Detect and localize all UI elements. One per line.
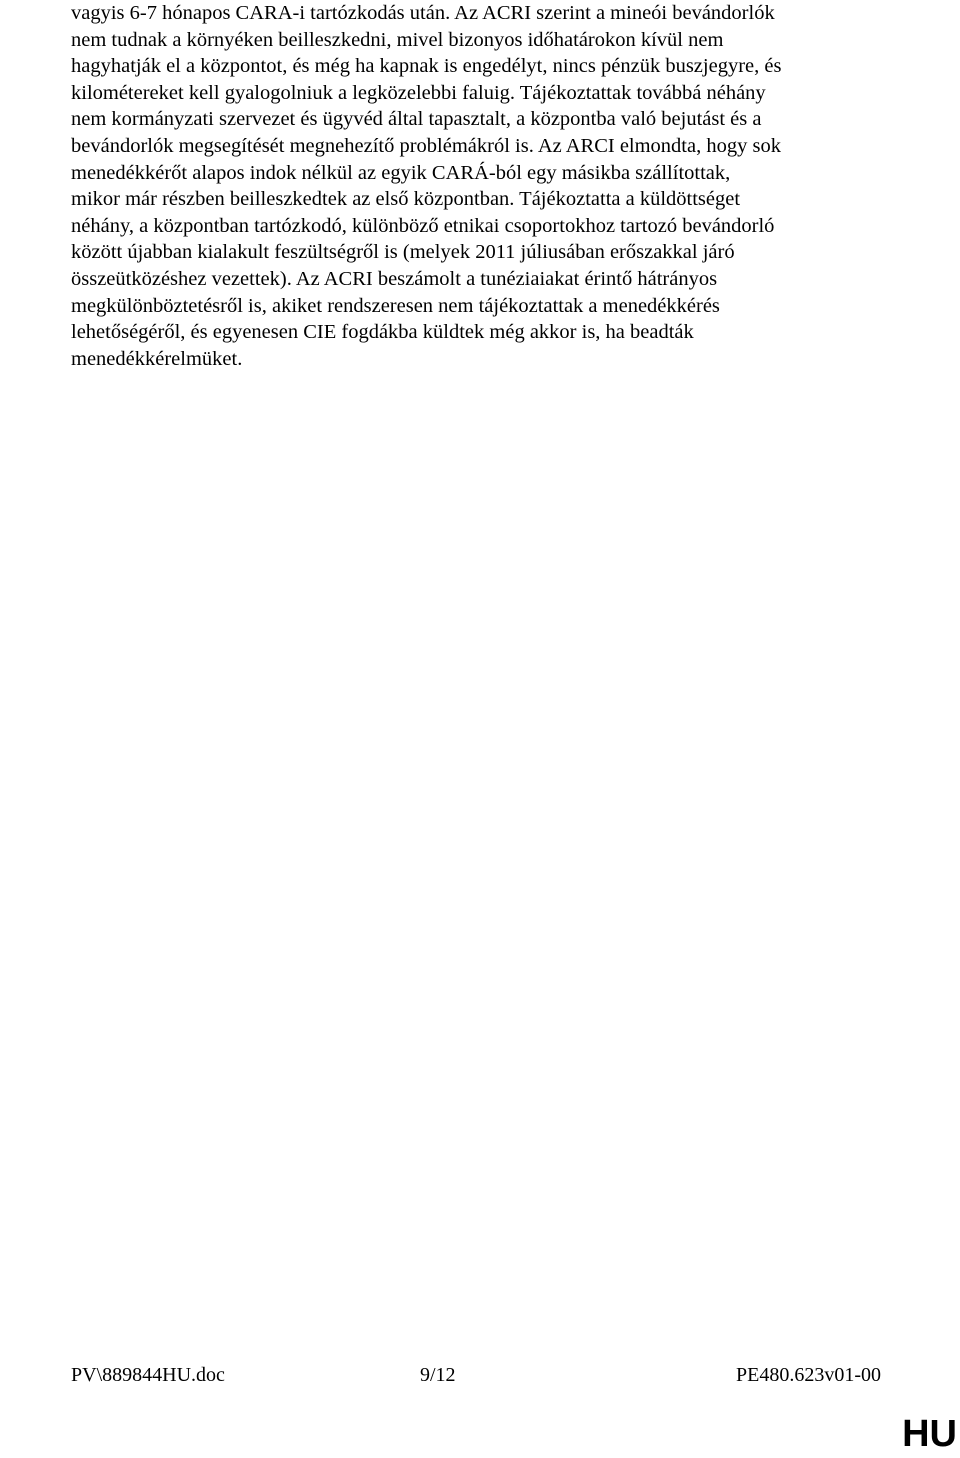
text-line: összeütközéshez vezettek). Az ACRI beszámolt a tunéziaiakat érintő hátrányos [71,267,718,290]
body-paragraph [71,0,886,372]
text-line: nem kormányzati szervezet és ügyvéd által tapasztalt, a központba való bejutást és a [71,108,762,131]
text-line: vagyis 6-7 hónapos CARA-i tartózkodás után. Az ACRI szerint a mineói bevándorlók [71,2,775,24]
text-line: között újabban kialakult feszültségről is (melyek 2011 júliusában erőszakkal járó [71,241,735,264]
footer-page-number: 9/12 [420,1364,456,1386]
text-line: hagyhatják el a központot, és még ha kapnak is engedélyt, nincs pénzük buszjegyre, és [71,55,782,78]
language-badge: HU [902,1413,957,1455]
text-line: nem tudnak a környéken beilleszkedni, mivel bizonyos időhatárokon kívül nem [71,28,724,51]
text-line: néhány, a központban tartózkodó, különböző etnikai csoportokhoz tartozó bevándorló [71,214,775,237]
text-line: lehetőségéről, és egyenesen CIE fogdákba küldtek még akkor is, ha beadták [71,321,694,344]
footer-file-name: PV\889844HU.doc [71,1364,225,1386]
text-line: menedékkérelmüket. [71,347,243,370]
text-line: megkülönböztetésről is, akiket rendszeresen nem tájékoztattak a menedékkérés [71,294,720,317]
text-line: menedékkérőt alapos indok nélkül az egyik CARÁ-ból egy másikba szállítottak, [71,161,731,184]
text-line: bevándorlók megsegítését megnehezítő problémákról is. Az ARCI elmondta, hogy sok [71,134,781,157]
footer-document-reference: PE480.623v01-00 [736,1364,881,1386]
text-line: mikor már részben beilleszkedtek az első központban. Tájékoztatta a küldöttséget [71,188,741,211]
page-footer [0,1364,960,1392]
text-line: kilométereket kell gyalogolniuk a legközelebbi faluig. Tájékoztattak továbbá néhány [71,81,766,104]
